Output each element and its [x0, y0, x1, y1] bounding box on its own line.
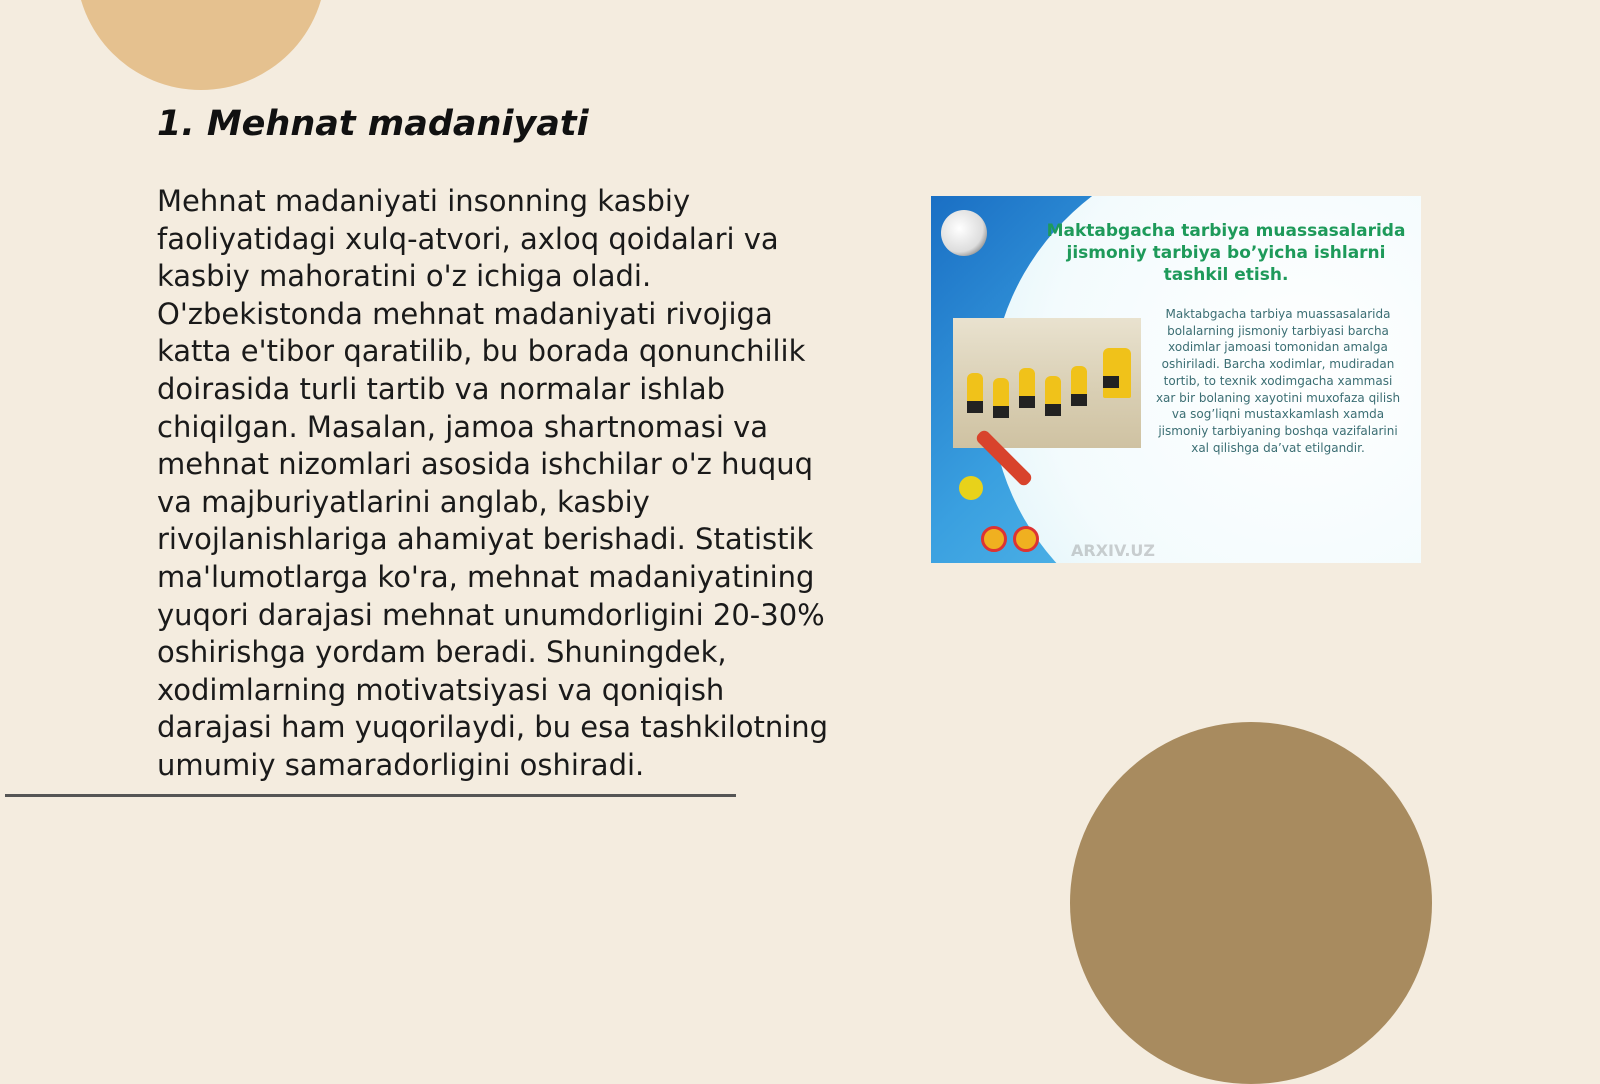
soccer-ball-icon [941, 210, 987, 256]
decorative-circle-top [76, 0, 326, 90]
dumbbells-icon [981, 516, 1041, 546]
illustration-image [931, 196, 1421, 563]
image-watermark: ARXIV.UZ [1071, 541, 1155, 560]
slide-title: 1. Mehnat madaniyati [157, 104, 589, 144]
decorative-circle-bottom [1070, 722, 1432, 1084]
child-figure [1071, 366, 1087, 396]
child-figure [1019, 368, 1035, 398]
image-title: Maktabgacha tarbiya muassasalarida jismoniy tarbiya bo’yicha ishlarni tashkil etish. [1046, 221, 1406, 285]
image-text: Maktabgacha tarbiya muassasalarida bolalarning jismoniy tarbiyasi barcha xodimlar jamoasi tomonidan amalga oshiriladi. Barcha xodimlar, mudiradan tortib, to texnik xodimgacha xammasi xar bir bolaning xayotini muxofaza qilish va sog’liqni mustaxkamlash xamda jismoniy tarbiyaning boshqa vazifalarini xal qilishga da’vat etilgandir. [1155, 307, 1401, 455]
child-figure [1045, 376, 1061, 406]
child-figure [993, 378, 1009, 408]
teacher-figure [1103, 348, 1131, 398]
child-figure [967, 373, 983, 403]
slide-body-text: Mehnat madaniyati insonning kasbiy faoliyatidagi xulq-atvori, axloq qoidalari va kasbiy mahoratini o'z ichiga oladi. O'zbekistonda mehnat madaniyati rivojiga katta e'tibor qaratilib, bu borada qonunchilik doirasida turli tartib va normalar ishlab chiqilgan. Masalan, jamoa shartnomasi va mehnat nizomlari asosida ishchilar o'z huquq va majburiyatlarini anglab, kasbiy rivojlanishlariga ahamiyat berishadi. Statistik ma'lumotlarga ko'ra, mehnat madaniyatining yuqori darajasi mehnat unumdorligini 20-30% oshirishga yordam beradi. Shuningdek, xodimlarning motivatsiyasi va qoniqish darajasi ham yuqorilaydi, bu esa tashkilotning umumiy samaradorligini oshiradi. [157, 184, 829, 782]
divider-line [5, 794, 736, 797]
children-exercise-photo [953, 318, 1141, 448]
tennis-ball-icon [959, 476, 983, 500]
